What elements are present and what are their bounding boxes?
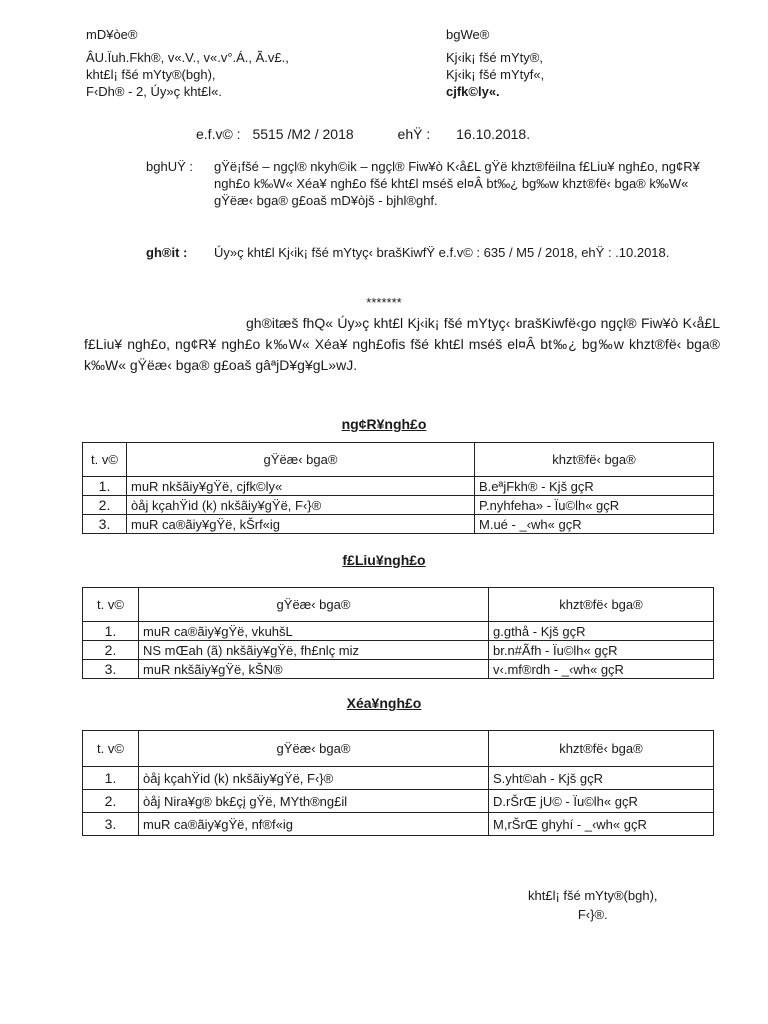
school-cell: muR ca®ãiy¥gŸë, nf®f«ig <box>139 813 489 836</box>
header-serial: t. v© <box>83 443 127 477</box>
table-header-row <box>83 443 714 477</box>
signature-designation: kht£l¡ fšé mYty®(bgh), <box>528 888 658 903</box>
recipient-label: bgWe® <box>446 27 490 42</box>
recipient-block <box>446 26 544 100</box>
school-cell: muR ca®ãiy¥gŸë, kŠrf«ig <box>127 515 475 534</box>
table-row <box>83 767 714 790</box>
header-school: gŸëæ‹ bga® <box>139 588 489 622</box>
speech-results-table <box>82 442 714 534</box>
school-cell: muR ca®ãiy¥gŸë, vkuhšL <box>139 622 489 641</box>
serial-cell: 2. <box>83 641 139 660</box>
school-cell: muR nkšãiy¥gŸë, cjfk©ly« <box>127 477 475 496</box>
serial-cell: 2. <box>83 496 127 515</box>
header-student: khzt®fë‹ bga® <box>489 588 714 622</box>
student-cell: B.eªjFkh® - Kjš gçR <box>475 477 714 496</box>
header-school: gŸëæ‹ bga® <box>139 731 489 767</box>
sender-block <box>86 26 289 100</box>
recipient-office: Kj‹ik¡ fšé mYtyf«, <box>446 67 545 82</box>
subject-text: gŸë¡fšé – ngçl® nkyh©ik – ngçl® Fiw¥ò K‹å£L gŸë khzt®fëilna f£Liu¥ ngh£o, ng¢R¥ ngh£o k‰W« Xéa¥ ngh£o fšé kht£l mséš el¤Â bt‰¿ bg‰w khzt®fë‹ bga® k‰W« gŸëæ‹ bga® g£oaš mD¥òjš - bjhl®ghf. <box>214 159 700 208</box>
table-row <box>83 813 714 836</box>
sender-name: ÂU.Ïuh.Fkh®, v«.V., v«.v°.Á., Ã.v£., <box>86 50 289 65</box>
signature-block <box>528 886 658 924</box>
reference-note-block <box>146 244 714 261</box>
school-cell: NS mŒah (ã) nkšãiy¥gŸë, fh£nlç miz <box>139 641 489 660</box>
sender-label: mD¥òe® <box>86 27 138 42</box>
student-cell: M,rŠrŒ ghyhí - _‹wh« gçR <box>489 813 714 836</box>
table-row <box>83 496 714 515</box>
header-student: khzt®fë‹ bga® <box>475 443 714 477</box>
date-label: ehŸ : <box>397 126 431 142</box>
section-title-essay: f£Liu¥ngh£o <box>342 552 426 568</box>
recipient-name: Kj‹ik¡ fšé mYty®, <box>446 50 543 65</box>
serial-cell: 3. <box>83 813 139 836</box>
student-cell: br.n#Ãfh - Ïu©lh« gçR <box>489 641 714 660</box>
table-row <box>83 790 714 813</box>
reference-date: 16.10.2018. <box>456 126 531 142</box>
student-cell: v‹.mf®rdh - _‹wh« gçR <box>489 660 714 679</box>
reference-number: 5515 /M2 / 2018 <box>252 126 354 142</box>
school-cell: òåj Nira¥g® bk£çį gŸë, MYth®ng£il <box>139 790 489 813</box>
table-header-row <box>83 731 714 767</box>
header-serial: t. v© <box>83 588 139 622</box>
separator-stars: ******* <box>366 295 402 310</box>
serial-cell: 1. <box>83 477 127 496</box>
subject-block <box>146 158 714 209</box>
header-student: khzt®fë‹ bga® <box>489 731 714 767</box>
student-cell: P.nyhfeha» - Ïu©lh« gçR <box>475 496 714 515</box>
subject-label: bghUŸ : <box>146 159 193 174</box>
reference-line <box>196 126 530 142</box>
table-row <box>83 660 714 679</box>
header-school: gŸëæ‹ bga® <box>127 443 475 477</box>
table-header-row <box>83 588 714 622</box>
serial-cell: 3. <box>83 515 127 534</box>
header-serial: t. v© <box>83 731 139 767</box>
body-paragraph-text: gh®itæš fhQ« Úy»ç kht£l Kj‹ik¡ fšé mYtyç‹ brašKiwfë‹go ngçl® Fiw¥ò K‹å£L f£Liu¥ ngh£o, ng¢R¥ ngh£o k‰W« Xéa¥ ngh£ofis fšé kht£l mséš el¤Â bt‰¿ bg‰w khzt®fë‹ bga® k‰W« gŸëæ‹ bga® g£oaš gâªjD¥g¥gL»wJ. <box>84 315 720 373</box>
essay-results-table <box>82 587 714 679</box>
student-cell: M.ué - _‹wh« gçR <box>475 515 714 534</box>
body-paragraph <box>84 313 720 376</box>
serial-cell: 3. <box>83 660 139 679</box>
reference-note-label: gh®it : <box>146 245 188 260</box>
table-row <box>83 622 714 641</box>
recipient-place: cjfk©ly«. <box>446 84 500 99</box>
serial-cell: 2. <box>83 790 139 813</box>
student-cell: D.rŠrŒ jU© - Ïu©lh« gçR <box>489 790 714 813</box>
school-cell: òåj kçahŸid (k) nkšãiy¥gŸë, F‹}® <box>127 496 475 515</box>
sender-place: F‹Dh® - 2, Úy»ç kht£l«. <box>86 84 223 99</box>
student-cell: g.gthå - Kjš gçR <box>489 622 714 641</box>
school-cell: muR nkšãiy¥gŸë, kŠN® <box>139 660 489 679</box>
table-row <box>83 641 714 660</box>
table-row <box>83 515 714 534</box>
school-cell: òåj kçahŸid (k) nkšãiy¥gŸë, F‹}® <box>139 767 489 790</box>
student-cell: S.yht©ah - Kjš gçR <box>489 767 714 790</box>
signature-place: F‹}®. <box>577 907 608 922</box>
drawing-results-table <box>82 730 714 836</box>
serial-cell: 1. <box>83 767 139 790</box>
reference-note-text: Úy»ç kht£l Kj‹ik¡ fšé mYtyç‹ brašKiwfŸ e.f.v© : 635 / M5 / 2018, ehŸ : .10.2018. <box>214 245 670 260</box>
sender-office: kht£l¡ fšé mYty®(bgh), <box>86 67 216 82</box>
section-title-speech: ng¢R¥ngh£o <box>341 416 427 432</box>
section-title-drawing: Xéa¥ngh£o <box>346 695 422 711</box>
serial-cell: 1. <box>83 622 139 641</box>
table-row <box>83 477 714 496</box>
reference-prefix: e.f.v© : <box>196 126 241 142</box>
